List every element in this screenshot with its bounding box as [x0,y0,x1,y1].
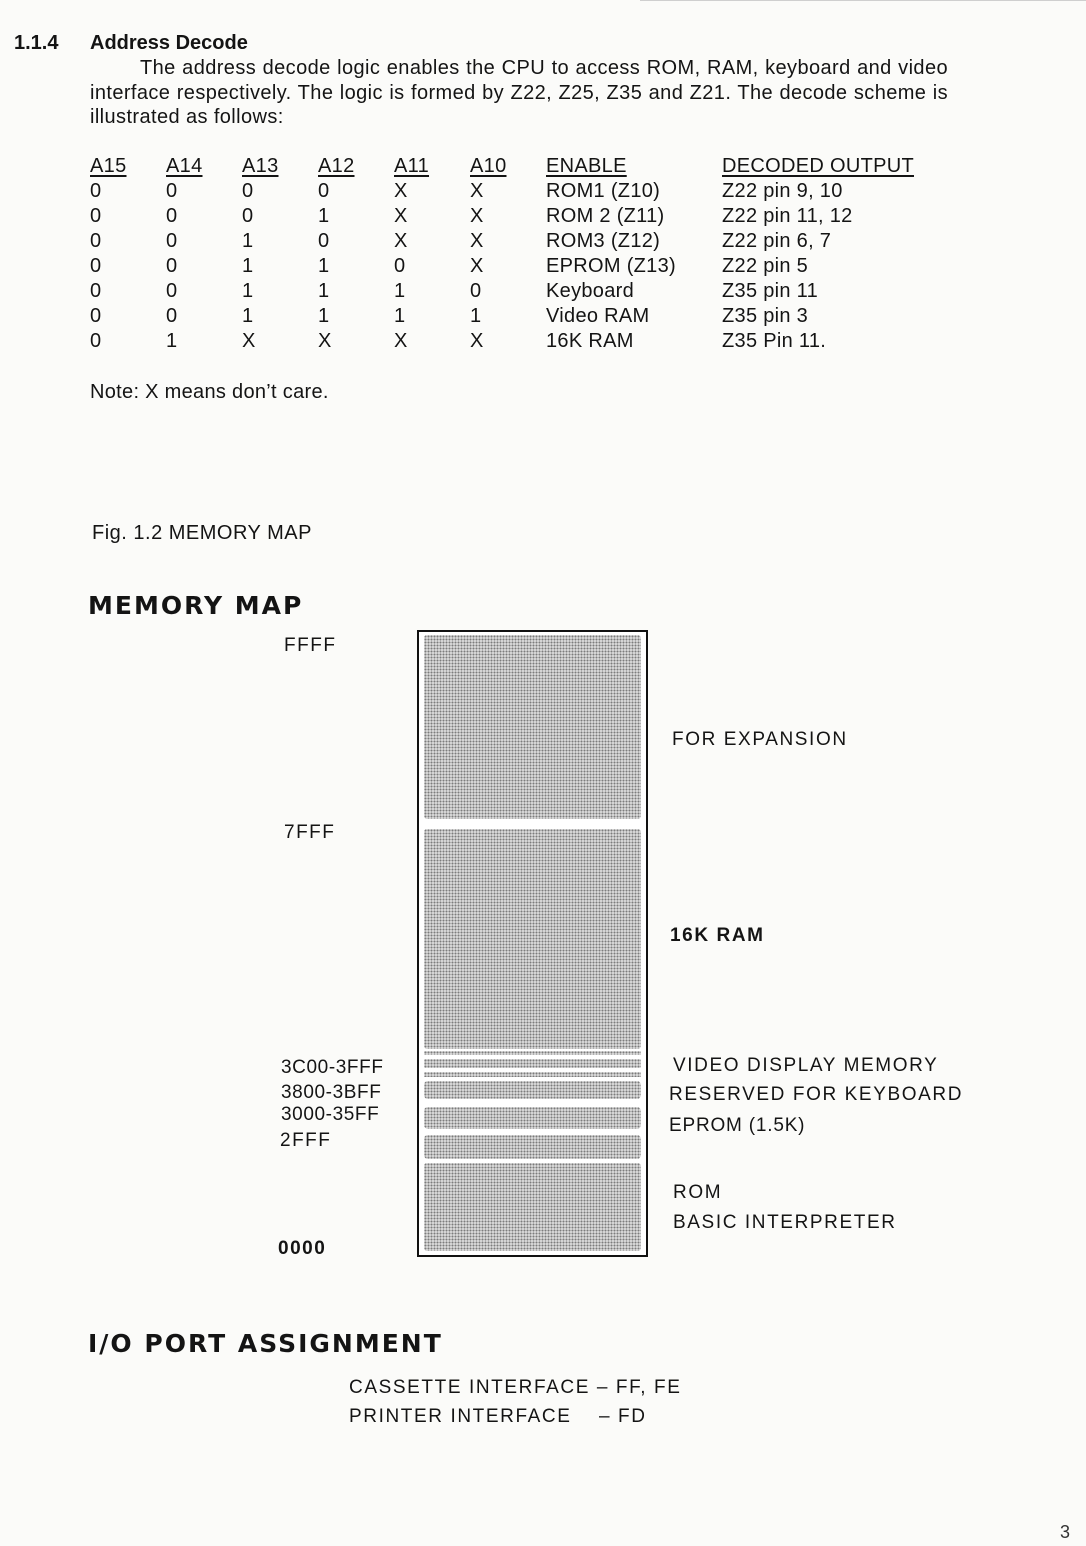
region-label: ROM [673,1182,723,1203]
region-label: EPROM (1.5K) [669,1115,806,1136]
table-cell: 1 [242,305,254,327]
table-cell: 1 [394,305,406,327]
table-cell: 0 [90,280,102,302]
io-port-cassette: CASSETTE INTERFACE – FF, FE [349,1377,682,1398]
table-cell: 0 [242,180,254,202]
table-cell: 1 [318,280,330,302]
table-cell: X [394,180,408,202]
col-header-enable: ENABLE [546,155,627,177]
table-note: Note: X means don’t care. [90,381,329,403]
table-cell: X [394,330,408,352]
region-gap [437,1055,526,1057]
table-cell: EPROM (Z13) [546,255,676,277]
table-cell: 1 [318,205,330,227]
table-cell: X [470,230,484,252]
table-cell: Keyboard [546,280,635,302]
table-cell: X [470,205,484,227]
table-cell: Z35 pin 11 [722,280,819,302]
region-divider [424,1059,641,1068]
address-label: 3000-35FF [281,1104,380,1125]
table-cell: 0 [166,205,178,227]
region-expansion-band [424,635,641,819]
figure-caption: Fig. 1.2 MEMORY MAP [92,522,312,544]
address-label: 2FFF [280,1130,332,1151]
table-cell: 0 [242,205,254,227]
header-rule [640,0,1086,1]
region-keyboard-band [424,1107,641,1129]
table-cell: 0 [166,280,178,302]
region-label: RESERVED FOR KEYBOARD [669,1084,964,1105]
table-cell: X [470,330,484,352]
table-cell: 0 [90,205,102,227]
table-cell: 0 [166,255,178,277]
table-cell: 1 [242,280,254,302]
table-cell: 16K RAM [546,330,634,352]
region-ram-band [424,829,641,1049]
region-label: 16K RAM [670,925,765,946]
region-label: VIDEO DISPLAY MEMORY [673,1055,939,1076]
table-cell: Z22 pin 6, 7 [722,230,832,252]
memory-map-title: MEMORY MAP [88,591,304,620]
table-cell: ROM1 (Z10) [546,180,661,202]
table-cell: X [242,330,256,352]
table-cell: 0 [90,230,102,252]
address-label: 3800-3BFF [281,1082,382,1103]
table-cell: 1 [470,305,482,327]
table-cell: 0 [318,230,330,252]
table-cell: 1 [394,280,406,302]
table-cell: X [394,205,408,227]
table-cell: 0 [166,180,178,202]
table-cell: 0 [90,180,102,202]
region-label: FOR EXPANSION [672,729,848,750]
col-header-a14: A14 [166,155,203,177]
address-label: 0000 [278,1238,327,1259]
region-eprom-band [424,1135,641,1159]
table-cell: Z35 Pin 11. [722,330,827,352]
table-cell: 0 [166,305,178,327]
io-port-title: I/O PORT ASSIGNMENT [88,1329,443,1358]
table-cell: 1 [242,230,254,252]
table-cell: 1 [318,305,330,327]
region-divider [424,1072,641,1077]
col-header-a12: A12 [318,155,355,177]
region-rom-band [424,1163,641,1251]
table-cell: 1 [242,255,254,277]
table-cell: ROM3 (Z12) [546,230,661,252]
region-video-band [424,1081,641,1099]
section-paragraph [90,56,948,130]
table-cell: 1 [166,330,178,352]
address-label: 3C00-3FFF [281,1057,384,1078]
section-number: 1.1.4 [14,32,59,54]
table-cell: 0 [394,255,406,277]
paragraph-text: The address decode logic enables the CPU to access ROM, RAM, keyboard and video interface respectively. The logic is formed by Z22, Z25, Z35 and Z21. The decode scheme is illustrated as follows: [90,57,948,128]
table-cell: 0 [90,255,102,277]
table-cell: Video RAM [546,305,650,327]
col-header-a15: A15 [90,155,127,177]
table-cell: Z22 pin 9, 10 [722,180,843,202]
table-cell: 1 [318,255,330,277]
page-number: 3 [1059,1522,1070,1542]
memory-map-diagram [417,630,648,1257]
table-cell: 0 [166,230,178,252]
col-header-a10: A10 [470,155,507,177]
table-cell: X [470,255,484,277]
col-header-a11: A11 [394,155,430,177]
table-cell: 0 [470,280,482,302]
table-cell: Z22 pin 11, 12 [722,205,853,227]
table-cell: ROM 2 (Z11) [546,205,665,227]
table-cell: 0 [318,180,330,202]
table-cell: Z22 pin 5 [722,255,809,277]
io-port-printer: PRINTER INTERFACE – FD [349,1406,647,1427]
table-cell: Z35 pin 3 [722,305,809,327]
section-title: Address Decode [90,32,248,54]
address-label: FFFF [284,635,337,656]
table-cell: X [470,180,484,202]
col-header-decoded-output: DECODED OUTPUT [722,155,914,177]
col-header-a13: A13 [242,155,279,177]
region-label: BASIC INTERPRETER [673,1212,897,1233]
table-cell: 0 [90,305,102,327]
table-cell: X [318,330,332,352]
table-cell: X [394,230,408,252]
table-cell: 0 [90,330,102,352]
address-label: 7FFF [284,822,336,843]
